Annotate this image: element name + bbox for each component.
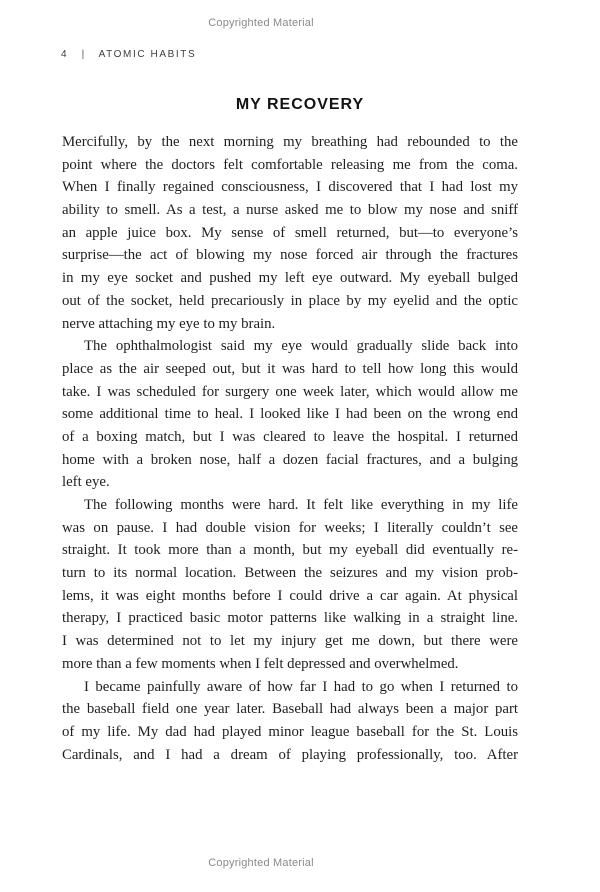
text-line: take. I was scheduled for surgery one week later, which would allow me — [62, 383, 518, 400]
running-head — [61, 49, 196, 60]
text-line: When I finally regained consciousness, I discovered that I had lost my — [62, 179, 518, 196]
paragraph — [62, 676, 518, 767]
text-line: surprise—the act of blowing my nose forced air through the fractures — [62, 247, 518, 264]
text-line: point where the doctors felt comfortable releasing me from the coma. — [62, 156, 518, 173]
text-line: therapy, I practiced basic motor patterns like walking in a straight line. — [62, 610, 518, 627]
text-line: some additional time to heal. I looked like I had been on the wrong end — [62, 406, 518, 423]
text-line: The following months were hard. It felt like everything in my life — [84, 497, 518, 513]
paragraph — [62, 131, 518, 335]
text-line: an apple juice box. My sense of smell returned, but—to everyone’s — [62, 224, 518, 241]
text-line: The ophthalmologist said my eye would gradually slide back into — [84, 338, 518, 355]
text-line: the baseball field one year later. Baseball had always been a major part — [62, 701, 518, 718]
text-line: nerve attaching my eye to my brain. — [62, 315, 276, 332]
section-heading: MY RECOVERY — [235, 96, 365, 113]
text-line: I was determined not to let my injury get me down, but there were — [62, 633, 518, 650]
text-line: out of the socket, held precariously in place by my eyelid and the optic — [62, 292, 518, 309]
text-line: more than a few moments when I felt depressed and overwhelmed. — [62, 655, 459, 672]
text-line: of a boxing match, but I was cleared to leave the hospital. I returned — [62, 428, 518, 445]
book-title: ATOMIC HABITS — [98, 49, 197, 60]
text-line: lems, it was eight months before I could drive a car again. At physical — [62, 587, 518, 604]
text-line: Mercifully, by the next morning my breathing had rebounded to the — [62, 134, 518, 150]
page-number: 4 — [61, 49, 69, 60]
copyright-banner-bottom: Copyrighted Material — [208, 857, 314, 869]
copyright-banner-top: Copyrighted Material — [208, 17, 314, 29]
text-line: was on pause. I had double vision for weeks; I literally couldn’t see — [62, 519, 518, 536]
text-line: I became painfully aware of how far I had to go when I returned to — [84, 678, 518, 695]
text-line: left eye. — [62, 474, 110, 491]
text-line: ability to smell. As a test, a nurse asked me to blow my nose and sniff — [62, 202, 518, 219]
text-line: straight. It took more than a month, but my eyeball did eventually re- — [62, 542, 518, 559]
text-line: of my life. My dad had played minor league baseball for the St. Louis — [62, 723, 518, 740]
paragraph — [62, 335, 518, 494]
paragraph — [62, 494, 518, 676]
text-line: place as the air seeped out, but it was hard to tell how long this would — [62, 360, 518, 377]
text-line: in my eye socket and pushed my left eye outward. My eyeball bulged — [62, 270, 518, 287]
text-line: home with a broken nose, half a dozen facial fractures, and a bulging — [62, 451, 518, 468]
page-body — [62, 131, 518, 766]
running-head-separator: | — [81, 49, 86, 60]
text-line: Cardinals, and I had a dream of playing professionally, too. After — [62, 746, 518, 763]
text-line: turn to its normal location. Between the seizures and my vision prob- — [62, 565, 518, 582]
